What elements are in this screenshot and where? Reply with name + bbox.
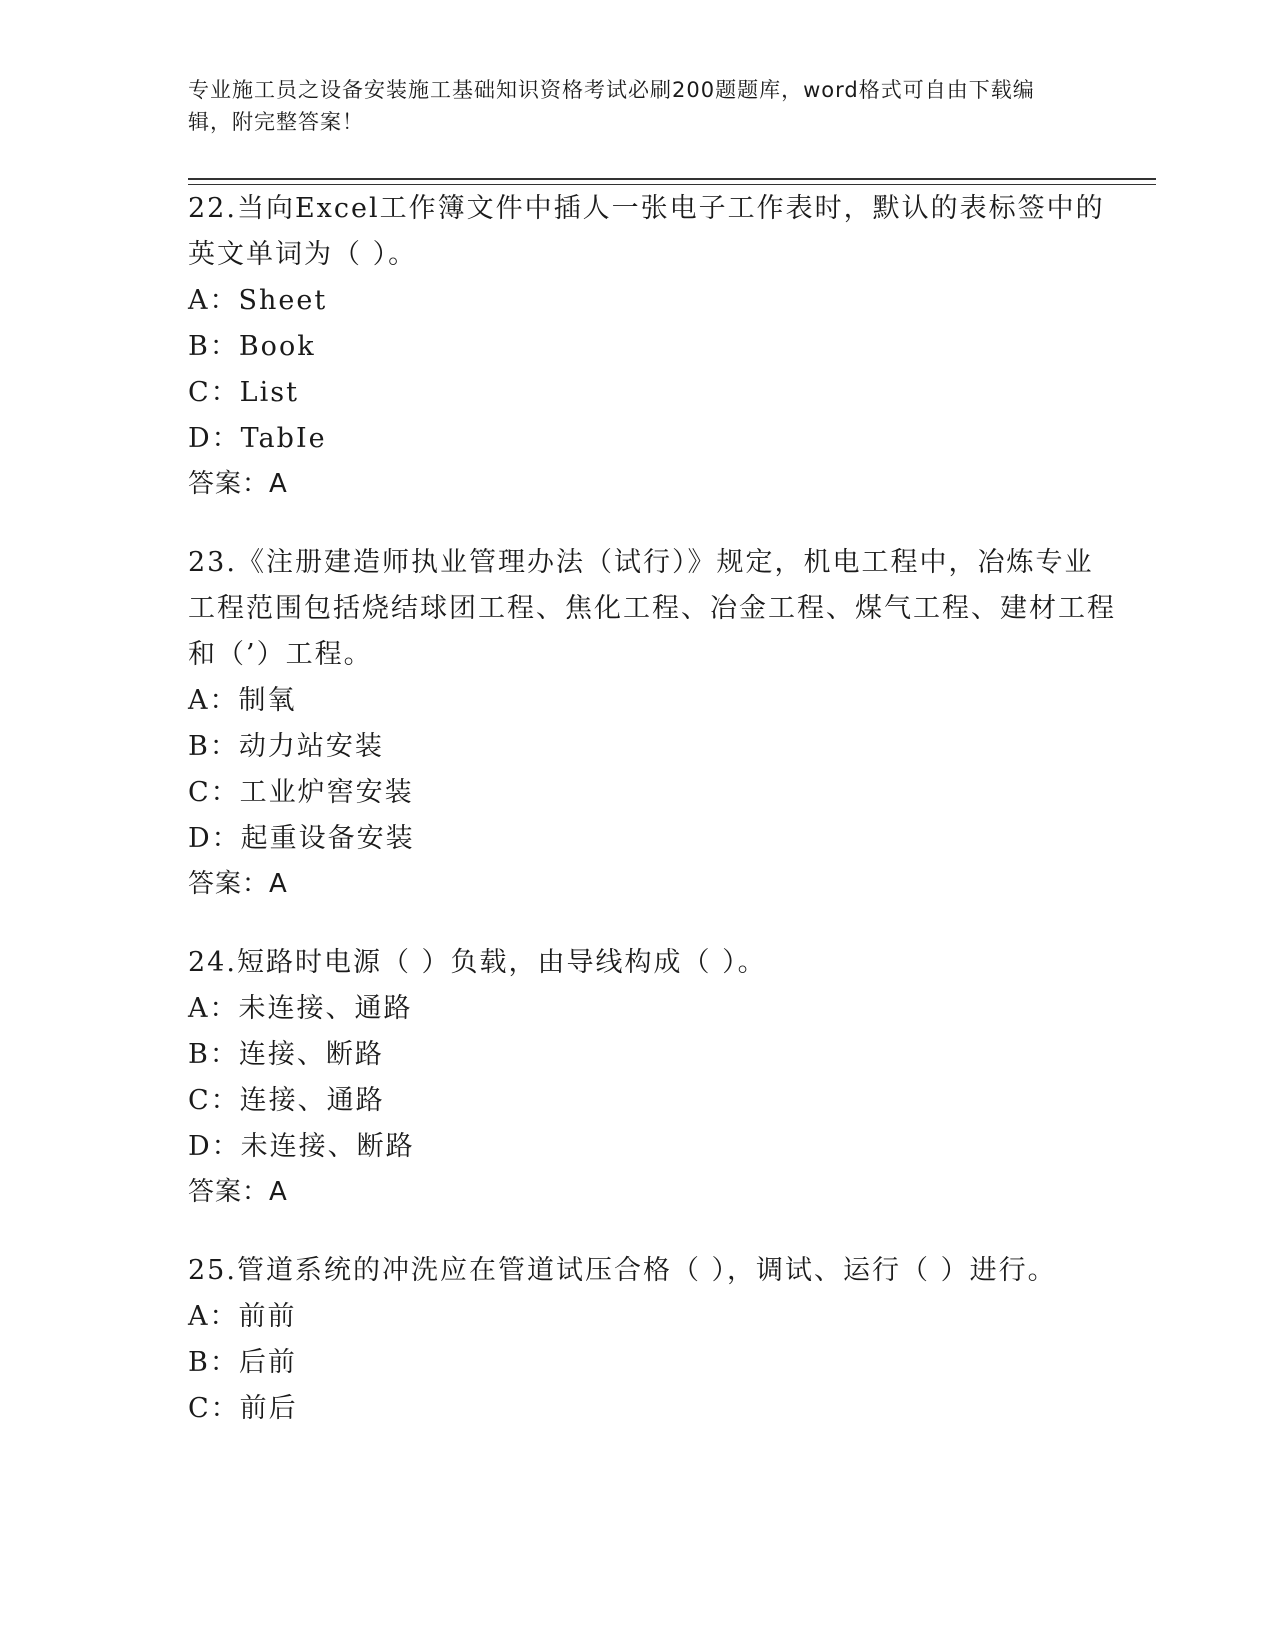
question-text: 25.管道系统的冲洗应在管道试压合格（ ），调试、运行（ ）进行。: [188, 1255, 1057, 1286]
answer: 答案：A: [188, 469, 288, 499]
option-a: A：未连接、通路: [188, 993, 413, 1024]
question-text: 23.《注册建造师执业管理办法（试行）》规定，机电工程中，冶炼专业工程范围包括烧结球团工程、焦化工程、冶金工程、煤气工程、建材工程和（’）工程。: [188, 547, 1116, 670]
answer: 答案：A: [188, 869, 288, 899]
option-b: B：连接、断路: [188, 1039, 384, 1070]
option-a: A：前前: [188, 1301, 297, 1332]
option-b: B：后前: [188, 1347, 297, 1378]
option-b: B：Book: [188, 331, 316, 362]
option-b: B：动力站安装: [188, 731, 384, 762]
question-list: [188, 186, 1118, 1466]
option-c: C：List: [188, 377, 299, 408]
option-a: A：Sheet: [188, 285, 328, 316]
question-23: [188, 540, 1118, 906]
option-d: D：起重设备安装: [188, 823, 415, 854]
option-c: C：工业炉窖安装: [188, 777, 414, 808]
option-c: C：前后: [188, 1393, 298, 1424]
header-divider: [188, 178, 1156, 185]
question-22: [188, 186, 1118, 506]
document-header: 专业施工员之设备安装施工基础知识资格考试必刷200题题库，word格式可自由下载编辑，附完整答案！: [188, 78, 1035, 134]
option-d: D：TabIe: [188, 423, 327, 454]
question-25: [188, 1248, 1118, 1432]
option-d: D：未连接、断路: [188, 1131, 415, 1162]
question-text: 24.短路时电源（ ）负载，由导线构成（ ）。: [188, 947, 767, 978]
option-c: C：连接、通路: [188, 1085, 385, 1116]
option-a: A：制氧: [188, 685, 297, 716]
question-text: 22.当向Excel工作簿文件中插人一张电子工作表时，默认的表标签中的英文单词为（ ）。: [188, 193, 1105, 270]
question-24: [188, 940, 1118, 1214]
answer: 答案：A: [188, 1177, 288, 1207]
